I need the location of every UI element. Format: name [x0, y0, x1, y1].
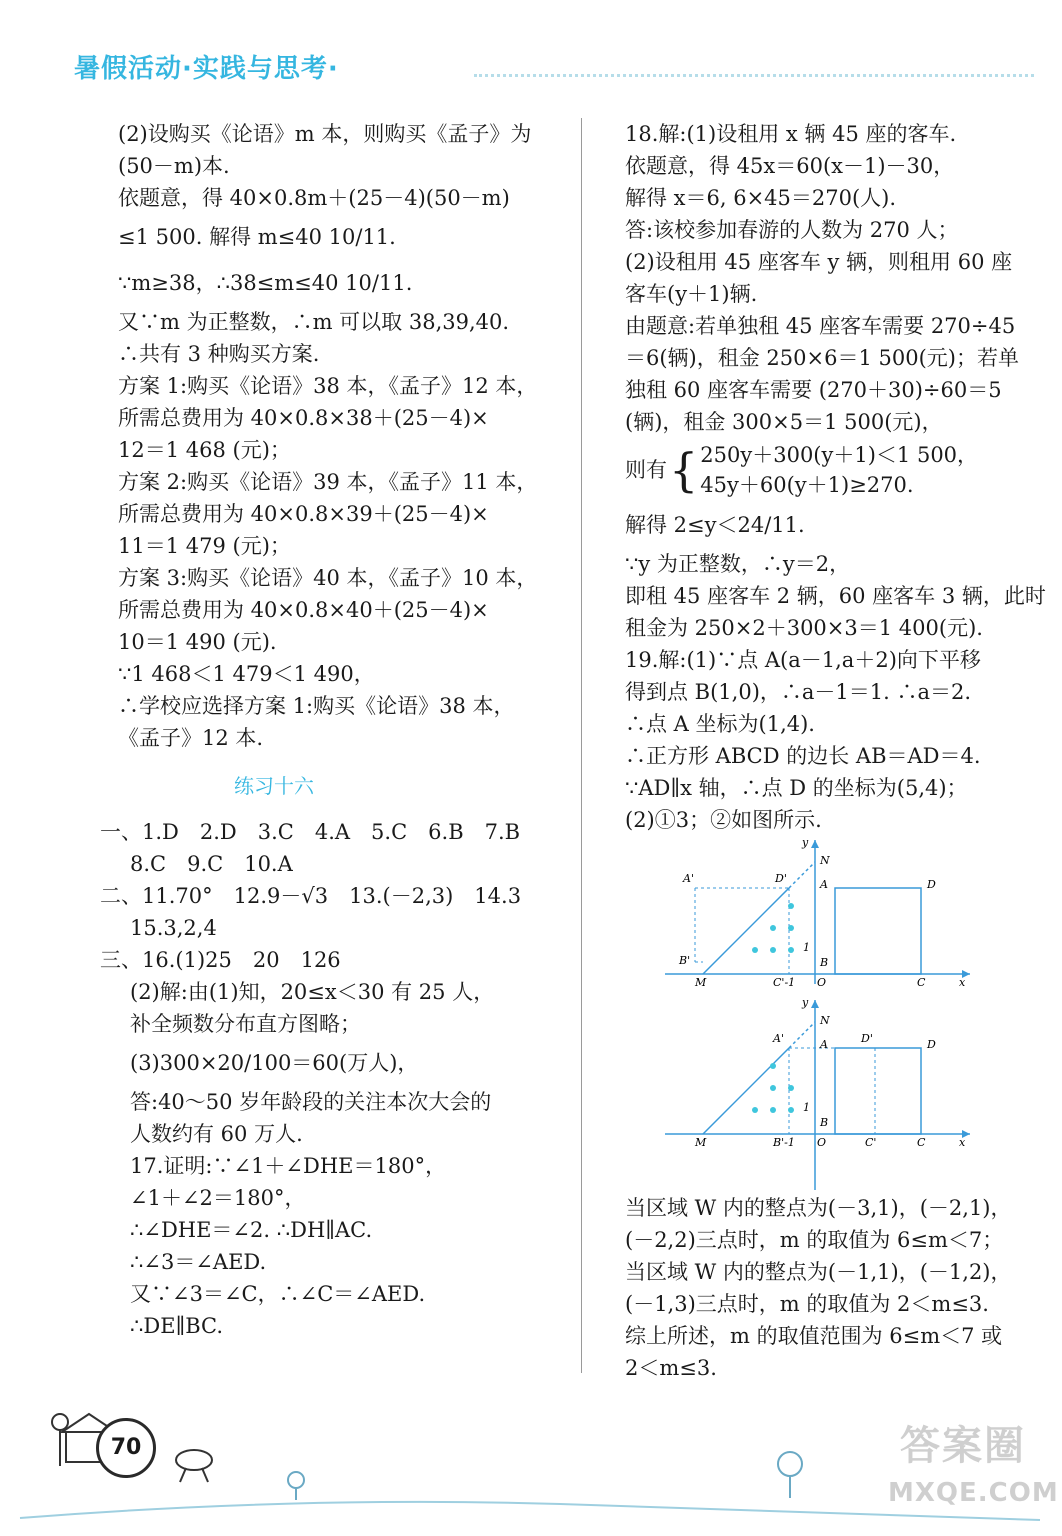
text-line: 19.解:(1)∵点 A(a－1,a＋2)向下平移: [625, 648, 981, 672]
text-line: 得到点 B(1,0)，∴a－1＝1. ∴a＝2.: [625, 680, 972, 704]
text-line: ∵y 为正整数，∴y＝2，: [625, 552, 851, 576]
text-line: (2)设租用 45 座客车 y 辆，则租用 60 座: [625, 250, 1013, 274]
label-b-prime: B': [679, 954, 691, 967]
square-abcd: [835, 888, 921, 974]
text-line: 独租 60 座客车需要 (270＋30)÷60＝5: [625, 378, 1002, 402]
label-c: C: [917, 1136, 926, 1149]
lattice-dot: [752, 1107, 758, 1113]
label-c-prime: C'-1: [773, 976, 796, 986]
label-b-prime: B'-1: [773, 1136, 795, 1149]
text-line: 方案 1:购买《论语》38 本，《孟子》12 本，: [118, 374, 538, 398]
text-line: 所需总费用为 40×0.8×39＋(25－4)×: [118, 502, 489, 526]
label-one: 1: [803, 1101, 810, 1114]
label-m: M: [695, 976, 707, 986]
system-prefix: 则有: [625, 458, 667, 482]
text-line: 10＝1 490 (元).: [118, 630, 277, 654]
y-axis-arrow: [811, 840, 819, 848]
answer-line: ∠1＋∠2＝180°，: [130, 1186, 306, 1210]
text-line: 又∵m 为正整数，∴m 可以取 38,39,40.: [118, 310, 510, 334]
text-line: (－1,3)三点时，m 的取值为 2＜m≤3.: [625, 1292, 989, 1316]
lattice-dot: [788, 1107, 794, 1113]
answer-line: 8.C 9.C 10.A: [130, 852, 293, 876]
balloon-icon: [778, 1452, 802, 1476]
coordinate-figure-1: [665, 836, 975, 986]
y-axis-arrow: [811, 1000, 819, 1008]
text-line: 依题意，得 40×0.8m＋(25－4)(50－m): [118, 186, 510, 210]
text-line: 2＜m≤3.: [625, 1356, 717, 1380]
answer-line: 17.证明:∵∠1＋∠DHE＝180°，: [130, 1154, 447, 1178]
right-column: [625, 118, 1046, 1384]
text-line: (50－m)本.: [118, 154, 230, 178]
label-a-prime: A': [773, 1032, 784, 1045]
line-mn: [703, 1048, 789, 1134]
text-line: ∴学校应选择方案 1:购买《论语》38 本，: [118, 694, 515, 718]
page-number: 70: [96, 1418, 156, 1478]
text-line: 由题意:若单独租 45 座客车需要 270÷45: [625, 314, 1016, 338]
column-divider: [581, 118, 582, 1373]
text-line: ＝6(辆)，租金 250×6＝1 500(元)；若单: [625, 346, 1019, 370]
text-line: 方案 2:购买《论语》39 本，《孟子》11 本，: [118, 470, 538, 494]
answer-line: 补全频数分布直方图略；: [130, 1012, 361, 1036]
text-line: 解得 2≤y＜24/11.: [625, 513, 805, 537]
text-line: ∴共有 3 种购买方案.: [118, 342, 320, 366]
lattice-dot: [788, 947, 794, 953]
text-line: 12＝1 468 (元)；: [118, 438, 291, 462]
label-a: A: [820, 878, 828, 891]
lattice-dot: [770, 1063, 776, 1069]
label-d-prime: D': [775, 872, 787, 885]
label-one: 1: [803, 941, 810, 954]
lattice-dot: [770, 1107, 776, 1113]
text-line: 解得 x＝6, 6×45＝270(人).: [625, 186, 897, 210]
tree-icon: [52, 1414, 68, 1430]
text-line: ∵AD∥x 轴，∴点 D 的坐标为(5,4)；: [625, 776, 968, 800]
lattice-dot: [770, 947, 776, 953]
lattice-dot: [788, 1085, 794, 1091]
balloon-icon: [288, 1472, 304, 1488]
brace-symbol: {: [669, 443, 699, 497]
label-c-prime: C': [865, 1136, 877, 1149]
answer-line: 又∵∠3＝∠C，∴∠C＝∠AED.: [130, 1282, 426, 1306]
header-dotted-rule: [474, 74, 1034, 77]
label-o: O: [817, 976, 827, 986]
text-line: ∵m≥38，∴38≤m≤40 10/11.: [118, 271, 413, 295]
lattice-dot: [788, 903, 794, 909]
answer-line: 人数约有 60 万人.: [130, 1122, 303, 1146]
text-line: 即租 45 座客车 2 辆，60 座客车 3 辆，此时: [625, 584, 1046, 608]
grill-leg-icon: [180, 1468, 186, 1482]
watermark-logo: 答案圈: [900, 1423, 1026, 1469]
label-d: D: [927, 1038, 936, 1051]
label-n: N: [820, 1014, 830, 1027]
coordinate-figure-2: [665, 996, 975, 1192]
lattice-dot: [770, 1085, 776, 1091]
answer-line: 一、1.D 2.D 3.C 4.A 5.C 6.B 7.B: [100, 820, 521, 844]
text-line: ∴点 A 坐标为(1,4).: [625, 712, 815, 736]
lattice-dot: [752, 947, 758, 953]
text-line: 客车(y＋1)辆.: [625, 282, 758, 306]
label-b: B: [820, 1116, 829, 1129]
line-mn-dashed: [789, 862, 815, 888]
text-line: 答:该校参加春游的人数为 270 人；: [625, 218, 959, 242]
answer-line: (2)解:由(1)知，20≤x＜30 有 25 人，: [130, 980, 495, 1004]
text-line: ∴正方形 ABCD 的边长 AB＝AD＝4.: [625, 744, 981, 768]
label-x: x: [959, 976, 966, 986]
label-d-prime: D': [861, 1032, 873, 1045]
system-line: 45y＋60(y＋1)≥270.: [700, 473, 914, 497]
label-c: C: [917, 976, 926, 986]
answer-line: 三、16.(1)25 20 126: [100, 948, 341, 972]
label-n: N: [820, 854, 830, 867]
text-line: 方案 3:购买《论语》40 本，《孟子》10 本，: [118, 566, 538, 590]
answer-line: ∴∠DHE＝∠2. ∴DH∥AC.: [130, 1218, 373, 1242]
lattice-dot: [788, 925, 794, 931]
system-line: 250y＋300(y＋1)＜1 500，: [700, 443, 979, 467]
label-m: M: [695, 1136, 707, 1149]
section-title: 练习十六: [234, 774, 314, 798]
line-mn: [703, 888, 789, 974]
text-line: 《孟子》12 本.: [118, 726, 264, 750]
label-b: B: [820, 956, 829, 969]
text-line: (2)①3；②如图所示.: [625, 808, 822, 832]
system-lines: [700, 440, 978, 500]
grill-icon: [176, 1450, 212, 1470]
answer-line: ∴∠3＝∠AED.: [130, 1250, 267, 1274]
text-line: 所需总费用为 40×0.8×40＋(25－4)×: [118, 598, 489, 622]
label-y: y: [802, 836, 809, 849]
text-line: (辆)，租金 300×5＝1 500(元)，: [625, 410, 943, 434]
answer-line: ∴DE∥BC.: [130, 1314, 224, 1338]
text-line: 租金为 250×2＋300×3＝1 400(元).: [625, 616, 983, 640]
text-line: 依题意，得 45x＝60(x－1)－30，: [625, 154, 955, 178]
header-brand: 暑假活动·实践与思考·: [74, 54, 339, 84]
text-line: ∵1 468＜1 479＜1 490，: [118, 662, 375, 686]
text-line: (－2,2)三点时，m 的取值为 6≤m＜7；: [625, 1228, 1004, 1252]
watermark-url: MXQE.COM: [888, 1478, 1059, 1508]
label-d: D: [927, 878, 936, 891]
label-y: y: [802, 996, 809, 1009]
text-line: 综上所述，m 的取值范围为 6≤m＜7 或: [625, 1324, 1003, 1348]
inequality-system: [625, 438, 1025, 502]
text-line: 当区域 W 内的整点为(－1,1)，(－1,2)，: [625, 1260, 1012, 1284]
text-line: ≤1 500. 解得 m≤40 10/11.: [118, 225, 396, 249]
answer-line: (3)300×20/100＝60(万人)，: [130, 1051, 419, 1075]
text-line: 11＝1 479 (元)；: [118, 534, 291, 558]
page-header: [74, 48, 1034, 88]
line-mn-dashed: [789, 1022, 815, 1048]
square-abcd: [835, 1048, 921, 1134]
footer-curve: [20, 1502, 1040, 1520]
label-o: O: [817, 1136, 827, 1149]
label-x: x: [959, 1136, 966, 1149]
label-a: A: [820, 1038, 828, 1051]
answer-line: 15.3,2,4: [130, 916, 217, 940]
text-line: (2)设购买《论语》m 本，则购买《孟子》为: [118, 122, 532, 146]
text-line: 18.解:(1)设租用 x 辆 45 座的客车.: [625, 122, 957, 146]
text-line: 当区域 W 内的整点为(－3,1)，(－2,1)，: [625, 1196, 1012, 1220]
answer-line: 答:40～50 岁年龄段的关注本次大会的: [130, 1090, 492, 1114]
left-column: [100, 118, 548, 1342]
lattice-dot: [770, 925, 776, 931]
label-a-prime: A': [683, 872, 694, 885]
text-line: 所需总费用为 40×0.8×38＋(25－4)×: [118, 406, 489, 430]
answer-line: 二、11.70° 12.9－√3 13.(－2,3) 14.3: [100, 884, 522, 908]
grill-leg-icon: [202, 1468, 208, 1482]
